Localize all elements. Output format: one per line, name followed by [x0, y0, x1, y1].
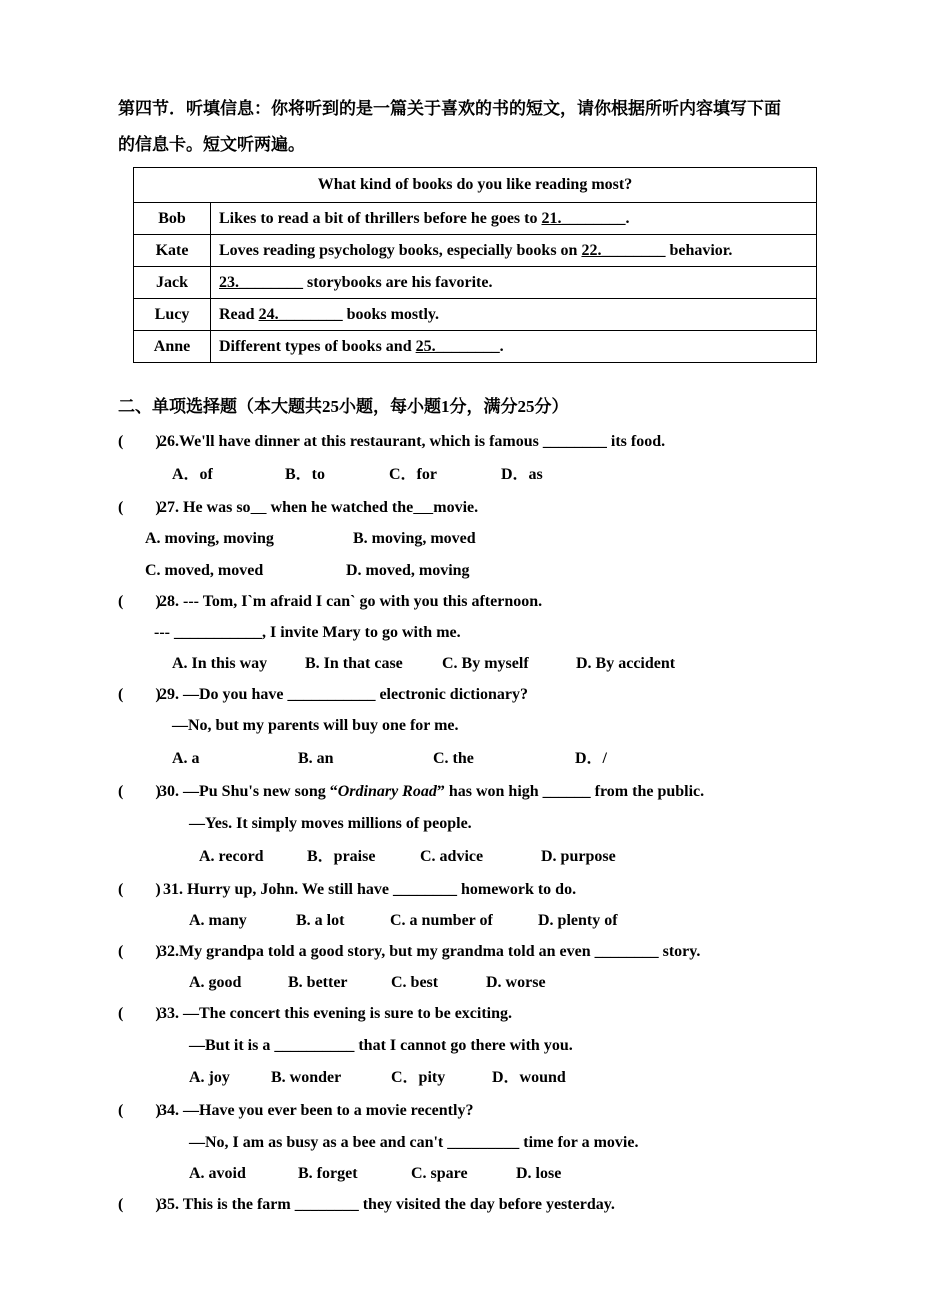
option-b[interactable]: B. forget — [298, 1165, 358, 1182]
question-34-reply: —No, I am as busy as a bee and can't _________ time for a movie. — [189, 1134, 639, 1151]
option-b[interactable]: B. better — [288, 974, 348, 991]
option-a[interactable]: A. good — [189, 974, 242, 991]
option-a[interactable]: A. avoid — [189, 1165, 246, 1182]
table-row — [134, 235, 817, 267]
option-b[interactable]: B. an — [298, 750, 334, 767]
row-name: Lucy — [134, 299, 211, 331]
option-b[interactable]: B．praise — [307, 848, 376, 865]
question-30: 30. —Pu Shu's new song “Ordinary Road” has won high ______ from the public. — [159, 783, 705, 800]
section4-intro-line1: 第四节．听填信息：你将听到的是一篇关于喜欢的书的短文，请你根据所听内容填写下面 — [118, 99, 781, 118]
blank-23[interactable]: 23.________ — [219, 273, 303, 291]
table-row — [134, 299, 817, 331]
question-29: 29. —Do you have ___________ electronic dictionary? — [159, 686, 529, 703]
song-title: Ordinary Road — [337, 783, 437, 800]
question-35: 35. This is the farm ________ they visited the day before yesterday. — [159, 1196, 615, 1213]
option-c[interactable]: C．pity — [391, 1069, 446, 1086]
blank-24[interactable]: 24.________ — [258, 305, 343, 323]
row-content: 23.________ storybooks are his favorite. — [211, 267, 817, 299]
row-name: Bob — [134, 203, 211, 235]
answer-paren[interactable]: ( ) — [118, 1196, 161, 1213]
question-27: 27. He was so when he watched the movie. — [159, 499, 479, 516]
row-content: Different types of books and 25.________. — [211, 331, 817, 363]
info-card-title: What kind of books do you like reading most? — [134, 168, 817, 203]
answer-paren[interactable]: ( ) — [118, 686, 161, 703]
option-d[interactable]: D. purpose — [541, 848, 616, 865]
row-content: Loves reading psychology books, especially books on 22.________ behavior. — [211, 235, 817, 267]
question-33: 33. —The concert this evening is sure to be exciting. — [159, 1005, 513, 1022]
option-d[interactable]: D. By accident — [576, 655, 676, 672]
answer-paren[interactable]: ( ) — [118, 881, 161, 898]
part2-heading: 二、单项选择题（本大题共25小题，每小题1分，满分25分） — [118, 397, 569, 416]
answer-paren[interactable]: ( ) — [118, 499, 161, 516]
option-c[interactable]: C. spare — [411, 1165, 468, 1182]
option-d[interactable]: D．as — [501, 466, 543, 483]
row-content: Likes to read a bit of thrillers before he goes to 21.________. — [211, 203, 817, 235]
question-32: 32.My grandpa told a good story, but my grandma told an even ________ story. — [159, 943, 701, 960]
question-31: 31. Hurry up, John. We still have ________ homework to do. — [159, 881, 577, 898]
question-33-reply: —But it is a __________ that I cannot go there with you. — [189, 1037, 573, 1054]
option-b[interactable]: B. a lot — [296, 912, 345, 929]
answer-paren[interactable]: ( ) — [118, 943, 161, 960]
answer-paren[interactable]: ( ) — [118, 783, 161, 800]
table-row — [134, 331, 817, 363]
option-a[interactable]: A. joy — [189, 1069, 230, 1086]
question-28: 28. --- Tom, I`m afraid I can` go with you this afternoon. — [159, 593, 543, 610]
blank-25[interactable]: 25.________ — [415, 337, 500, 355]
answer-paren[interactable]: ( ) — [118, 1102, 161, 1119]
option-b[interactable]: B. moving, moved — [353, 530, 476, 547]
option-d[interactable]: D．wound — [492, 1069, 566, 1086]
answer-paren[interactable]: ( ) — [118, 433, 161, 450]
option-a[interactable]: A. many — [189, 912, 247, 929]
question-26: 26.We'll have dinner at this restaurant, which is famous ________ its food. — [159, 433, 666, 450]
blank-21[interactable]: 21.________ — [541, 209, 626, 227]
option-c[interactable]: C. the — [433, 750, 474, 767]
option-a[interactable]: A. In this way — [172, 655, 268, 672]
option-d[interactable]: D. lose — [516, 1165, 562, 1182]
option-c[interactable]: C. a number of — [390, 912, 493, 929]
option-c[interactable]: C．for — [389, 466, 437, 483]
option-c[interactable]: C. advice — [420, 848, 484, 865]
section4-intro-line2: 的信息卡。短文听两遍。 — [118, 135, 305, 154]
option-b[interactable]: B. In that case — [305, 655, 403, 672]
answer-paren[interactable]: ( ) — [118, 593, 161, 610]
option-a[interactable]: A. a — [172, 750, 200, 767]
table-row — [134, 203, 817, 235]
option-c[interactable]: C. moved, moved — [145, 562, 264, 579]
row-name: Kate — [134, 235, 211, 267]
answer-paren[interactable]: ( ) — [118, 1005, 161, 1022]
row-name: Anne — [134, 331, 211, 363]
row-name: Jack — [134, 267, 211, 299]
option-b[interactable]: B．to — [285, 466, 326, 483]
option-a[interactable]: A. record — [199, 848, 264, 865]
table-row — [134, 267, 817, 299]
option-d[interactable]: D. plenty of — [538, 912, 618, 929]
option-b[interactable]: B. wonder — [271, 1069, 342, 1086]
question-34: 34. —Have you ever been to a movie recently? — [159, 1102, 474, 1119]
option-a[interactable]: A．of — [172, 466, 213, 483]
option-d[interactable]: D．/ — [575, 750, 608, 767]
blank-22[interactable]: 22.________ — [581, 241, 666, 259]
info-card-table — [133, 167, 817, 363]
option-d[interactable]: D. moved, moving — [346, 562, 470, 579]
question-28-reply: --- ___________, I invite Mary to go with me. — [154, 624, 461, 641]
option-c[interactable]: C. best — [391, 974, 439, 991]
option-c[interactable]: C. By myself — [442, 655, 529, 672]
option-d[interactable]: D. worse — [486, 974, 546, 991]
row-content: Read 24.________ books mostly. — [211, 299, 817, 331]
question-30-reply: —Yes. It simply moves millions of people. — [189, 815, 472, 832]
question-29-reply: —No, but my parents will buy one for me. — [172, 717, 459, 734]
option-a[interactable]: A. moving, moving — [145, 530, 274, 547]
